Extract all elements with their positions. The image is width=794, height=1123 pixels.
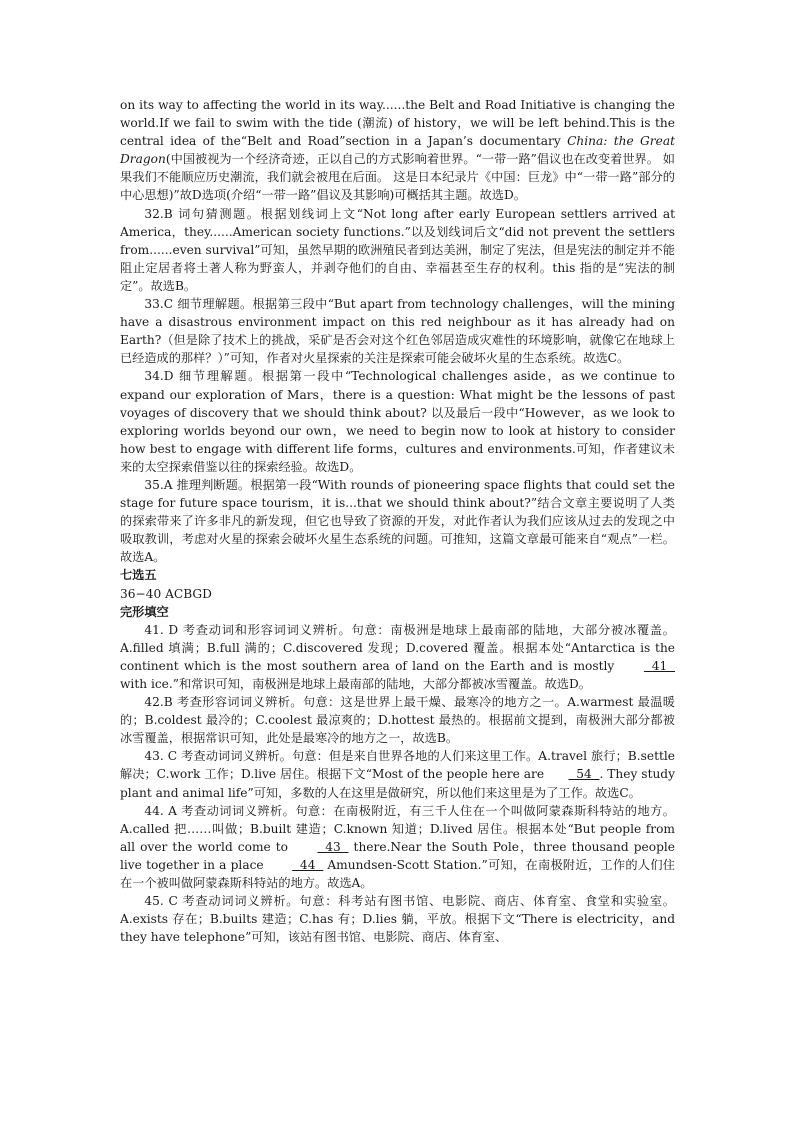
text-43-part2: . They study plant and animal life”可知，多数的人在这里是做研究，所以他们来这里是为了工作。故选C。 bbox=[120, 767, 675, 800]
text-44-part1: 44. A 考查动词词义辨析。句意：在南极附近，有三千人住在一个叫做阿蒙森斯科特站的地方。A.called 把……叫做；B.built 建造；C.known 知道；D.lived 居住。根据本处“But people from all over the world come to bbox=[120, 803, 675, 854]
text-43-part1: 43. C 考查动词词义辨析。句意：但是来自世界各地的人们来这里工作。A.travel 旅行；B.settle 解决；C.work 工作；D.live 居住。根据下文“Most of the people here are bbox=[120, 749, 675, 782]
answer-45: 45. C 考查动词词义辨析。句意：科考站有图书馆、电影院、商店、体育室、食堂和实验室。A.exists 存在；B.builts 建造；C.has 有；D.lies 躺，平放。根据下文“There is electricity，and they have telephone”可知，该站有图书馆、电影院、商店、体育室、 bbox=[120, 894, 675, 945]
documentary-title: China: the Great Dragon bbox=[120, 134, 675, 167]
answer-43 bbox=[120, 747, 675, 801]
answer-document bbox=[120, 96, 675, 946]
answer-41 bbox=[120, 621, 675, 693]
answer-32: 32.B 词句猜测题。根据划线词上文“Not long after early European settlers arrived at America，they......American society functions.”以及划线词后文“did not prevent the settlers from......even survival”可知，虽然早期的欧洲殖民者到达美洲，制定了宪法，但是宪法的制定并不能阻止定居者将土著人称为野蛮人，并剥夺他们的自由、幸福甚至生存的权利。this 指的是“宪法的制定”。故选B。 bbox=[120, 206, 675, 293]
answer-44 bbox=[120, 802, 675, 892]
text-41-part1: 41. D 考查动词和形容词词义辨析。句意：南极洲是地球上最南部的陆地，大部分被冰覆盖。A.filled 填满；B.full 满的；C.discovered 发现；D.covered 覆盖。根据本处“Antarctica is the continent which is the most southern area of land on the Earth and is mostly bbox=[120, 622, 675, 673]
text-31-part2: (中国被视为一个经济奇迹，正以自己的方式影响着世界。“一带一路”倡议也在改变着世界。 如果我们不能顺应历史潮流，我们就会被甩在后面。 这是日本纪录片《中国：巨龙》中“一带一路”部分的中心思想)”故D选项(介绍“一带一路”倡议及其影响)可概括其主题。故选D。 bbox=[120, 152, 675, 203]
text-31-part1: on its way to affecting the world in its way......the Belt and Road Initiative is changing the world.If we fail to swim with the tide (潮流) of history，we will be left behind.This is the central idea of the“Belt and Road”section in a Japan’s documentary bbox=[120, 98, 675, 149]
answer-34: 34.D 细节理解题。根据第一段中“Technological challenges aside，as we continue to expand our exploration of Mars，there is a question: What might be the lessons of past voyages of discovery that we should think about? 以及最后一段中“However，as we look to exploring worlds beyond our own，we need to begin now to look at history to consider how best to engage with different life forms，cultures and environments.可知，作者建议未来的太空探索借鉴以往的探索经验。故选D。 bbox=[120, 369, 675, 474]
answer-42: 42.B 考查形容词词义辨析。句意：这是世界上最干燥、最寒冷的地方之一。A.warmest 最温暖的；B.coldest 最冷的；C.coolest 最凉爽的；D.hottest 最热的。根据前文提到，南极洲大部分都被冰雪覆盖，根据常识可知，此处是最寒冷的地方之一，故选B。 bbox=[120, 695, 675, 746]
blank-44: 44 bbox=[292, 857, 324, 872]
answers-36-40: 36−40 ACBGD bbox=[120, 586, 212, 601]
paragraph-31-continued bbox=[120, 96, 675, 205]
text-44-part3: Amundsen-Scott Station.”可知，在南极附近，工作的人们住在一个被叫做阿蒙森斯科特站的地方。故选A。 bbox=[120, 857, 675, 891]
blank-54: 54 bbox=[568, 767, 600, 782]
answer-35: 35.A 推理判断题。根据第一段“With rounds of pioneering space flights that could set the stage for future space tourism，it is...that we should think about?”结合文章主要说明了人类的探索带来了许多非凡的新发现，但它也导致了资源的开发，对此作者认为我们应该从过去的发现之中吸取教训，考虑对火星的探索会破坏火星生态系统的问题。可推知，这篇文章最可能来自“观点”一栏。故选A。 bbox=[120, 477, 675, 565]
section-heading-cloze: 完形填空 bbox=[120, 604, 169, 619]
blank-41: 41 bbox=[643, 658, 675, 673]
text-41-part2: with ice.”和常识可知，南极洲是地球上最南部的陆地，大部分都被冰雪覆盖。故选D。 bbox=[120, 677, 591, 691]
answer-33: 33.C 细节理解题。根据第三段中“But apart from technology challenges，will the mining have a disastrous environment impact on this red neighbour as it has already had on Earth?（但是除了技术上的挑战，采矿是否会对这个红色邻居造成灾难性的环境影响，就像它在地球上已经造成的那样？）”可知，作者对火星探索的关注是探索可能会破坏火星的生态系统。故选C。 bbox=[120, 297, 675, 366]
section-heading-qixuanwu: 七选五 bbox=[120, 568, 157, 583]
blank-43: 43 bbox=[317, 839, 349, 854]
text-44-part2: there.Near the South Pole，three thousand people live together in a place bbox=[120, 839, 675, 872]
